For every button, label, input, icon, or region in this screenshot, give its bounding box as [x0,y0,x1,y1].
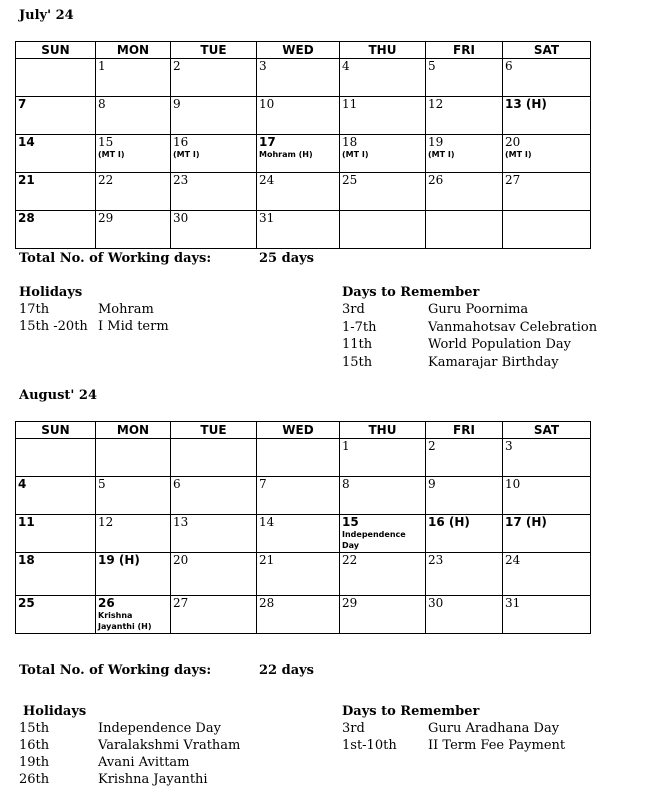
day-cell [96,135,171,173]
day-number: 7 [18,97,27,111]
day-cell [257,211,340,249]
holiday-name: I Mid term [98,319,169,334]
day-note: (MT I) [173,150,200,159]
day-number: 21 [18,173,35,187]
day-number: 11 [18,515,35,529]
holiday-name: Avani Avittam [98,755,190,770]
day-number: 6 [173,477,181,491]
day-number: 28 [18,211,35,225]
day-number: 17 (H) [505,515,547,529]
week-row [16,97,591,135]
july-calendar [15,41,591,249]
day-number: 25 [342,173,358,187]
day-header-fri: FRI [426,422,503,439]
day-header-wed: WED [257,422,340,439]
holiday-date: 17th [19,302,50,317]
day-number: 16 (H) [428,515,470,529]
day-note: (MT I) [98,150,125,159]
day-header-wed: WED [257,42,340,59]
day-number: 23 [428,553,444,567]
day-header-sun: SUN [16,42,96,59]
remember-name: II Term Fee Payment [428,738,566,753]
day-cell [503,596,591,634]
day-number: 29 [98,211,114,225]
day-cell [96,515,171,553]
day-cell [96,211,171,249]
remember-name: World Population Day [428,337,572,352]
day-number: 24 [259,173,275,187]
day-number: 13 (H) [505,97,547,111]
august-total-value: 22 days [259,663,315,678]
week-row [16,515,591,553]
day-cell [503,439,591,477]
week-row [16,211,591,249]
day-cell [16,439,96,477]
day-cell [16,135,96,173]
day-number: 5 [98,477,106,491]
day-cell [171,596,257,634]
day-number: 4 [18,477,27,491]
day-cell [96,97,171,135]
day-number: 14 [18,135,35,149]
july-total-label: Total No. of Working days: [19,251,212,266]
day-cell [340,553,426,596]
day-cell [340,97,426,135]
day-number: 8 [342,477,350,491]
day-cell [426,59,503,97]
day-number: 12 [98,515,114,529]
day-cell [340,515,426,553]
day-cell [426,135,503,173]
day-number: 7 [259,477,267,491]
day-cell [503,553,591,596]
day-number: 30 [173,211,189,225]
day-number: 22 [98,173,114,187]
day-cell [171,515,257,553]
day-number: 15 [98,135,114,149]
holiday-date: 19th [19,755,50,770]
week-row [16,553,591,596]
day-cell [171,97,257,135]
day-cell [426,173,503,211]
day-header-tue: TUE [171,42,257,59]
day-number: 27 [173,596,189,610]
day-cell [503,211,591,249]
holiday-name: Independence Day [98,721,221,736]
july-title: July' 24 [19,8,74,23]
day-number: 16 [173,135,189,149]
day-cell [426,553,503,596]
day-header-mon: MON [96,422,171,439]
august-total-label: Total No. of Working days: [19,663,212,678]
day-cell [503,515,591,553]
day-cell [340,439,426,477]
holiday-date: 26th [19,772,50,787]
day-cell [16,477,96,515]
day-number: 31 [505,596,521,610]
day-number: 8 [98,97,106,111]
day-cell [257,173,340,211]
august-calendar [15,421,591,634]
day-number: 3 [259,59,267,73]
day-number: 23 [173,173,189,187]
day-number: 5 [428,59,436,73]
day-number: 10 [505,477,521,491]
day-cell [257,97,340,135]
day-cell [171,477,257,515]
day-number: 14 [259,515,275,529]
day-cell [16,97,96,135]
week-row [16,596,591,634]
holiday-name: Varalakshmi Vratham [98,738,241,753]
day-number: 12 [428,97,444,111]
day-number: 17 [259,135,276,149]
remember-date: 1st-10th [342,738,397,753]
day-cell [96,439,171,477]
day-number: 24 [505,553,521,567]
remember-name: Guru Poornima [428,302,529,317]
day-cell [16,211,96,249]
day-number: 4 [342,59,350,73]
day-number: 11 [342,97,358,111]
week-row [16,59,591,97]
day-header-mon: MON [96,42,171,59]
day-number: 10 [259,97,275,111]
day-header-sat: SAT [503,42,591,59]
day-number: 19 (H) [98,553,140,567]
day-cell [96,553,171,596]
july-holidays-title: Holidays [19,285,83,300]
day-number: 3 [505,439,513,453]
day-note: Mohram (H) [259,150,313,159]
day-cell [340,135,426,173]
day-number: 25 [18,596,35,610]
remember-date: 1-7th [342,319,377,335]
day-header-tue: TUE [171,422,257,439]
day-number: 18 [18,553,35,567]
day-cell [257,477,340,515]
august-title: August' 24 [19,388,97,403]
day-cell [171,173,257,211]
day-number: 6 [505,59,513,73]
day-cell [171,59,257,97]
day-number: 1 [342,439,350,453]
july-total-value: 25 days [259,251,315,266]
holiday-date: 15th [19,721,50,736]
day-cell [257,596,340,634]
day-cell [257,515,340,553]
day-number: 26 [98,596,115,610]
day-cell [426,97,503,135]
day-cell [16,596,96,634]
day-number: 18 [342,135,358,149]
holiday-date: 15th -20th [19,319,88,334]
day-note: (MT I) [428,150,455,159]
holiday-name: Krishna Jayanthi [98,772,208,787]
day-cell [503,59,591,97]
day-cell [96,477,171,515]
day-cell [340,596,426,634]
remember-date: 15th [342,354,373,370]
holiday-date: 16th [19,738,50,753]
day-cell [503,97,591,135]
day-number: 30 [428,596,444,610]
day-cell [257,439,340,477]
august-holidays-title: Holidays [23,704,87,719]
day-number: 1 [98,59,106,73]
day-cell [16,553,96,596]
remember-date: 11th [342,337,373,352]
remember-date: 3rd [342,302,365,317]
day-number: 31 [259,211,275,225]
day-number: 20 [505,135,521,149]
day-number: 26 [428,173,444,187]
day-cell [257,553,340,596]
day-cell [171,553,257,596]
day-cell [426,596,503,634]
day-cell [503,477,591,515]
day-number: 29 [342,596,358,610]
day-cell [257,59,340,97]
remember-name: Kamarajar Birthday [428,354,559,370]
day-number: 20 [173,553,189,567]
day-number: 15 [342,515,359,529]
day-cell [340,211,426,249]
day-number: 13 [173,515,189,529]
day-cell [171,211,257,249]
day-header-sat: SAT [503,422,591,439]
day-number: 21 [259,553,275,567]
week-row [16,135,591,173]
remember-date: 3rd [342,721,365,736]
day-cell [503,173,591,211]
week-row [16,477,591,515]
day-cell [340,477,426,515]
july-remember-title: Days to Remember [342,285,480,300]
day-cell [16,173,96,211]
day-note: Independence Day [342,530,406,550]
day-number: 19 [428,135,444,149]
holiday-name: Mohram [98,302,154,317]
day-number: 2 [428,439,436,453]
day-cell [96,173,171,211]
day-header-row [16,42,591,59]
day-header-thu: THU [340,422,426,439]
day-header-thu: THU [340,42,426,59]
day-header-row [16,422,591,439]
week-row [16,439,591,477]
day-cell [171,135,257,173]
week-row [16,173,591,211]
day-note: Krishna Jayanthi (H) [98,611,152,631]
day-cell [426,477,503,515]
day-cell [96,59,171,97]
day-cell [340,173,426,211]
day-cell [16,515,96,553]
day-number: 2 [173,59,181,73]
day-number: 27 [505,173,521,187]
day-cell [96,596,171,634]
day-number: 22 [342,553,358,567]
day-header-fri: FRI [426,42,503,59]
day-cell [426,211,503,249]
day-cell [171,439,257,477]
day-cell [257,135,340,173]
august-remember-title: Days to Remember [342,704,480,719]
day-cell [426,515,503,553]
day-cell [340,59,426,97]
day-number: 9 [428,477,436,491]
day-cell [16,59,96,97]
remember-name: Vanmahotsav Celebration [428,319,598,335]
day-cell [426,439,503,477]
day-number: 9 [173,97,181,111]
day-note: (MT I) [505,150,532,159]
day-number: 28 [259,596,275,610]
remember-name: Guru Aradhana Day [428,721,560,736]
day-cell [503,135,591,173]
day-header-sun: SUN [16,422,96,439]
day-note: (MT I) [342,150,369,159]
